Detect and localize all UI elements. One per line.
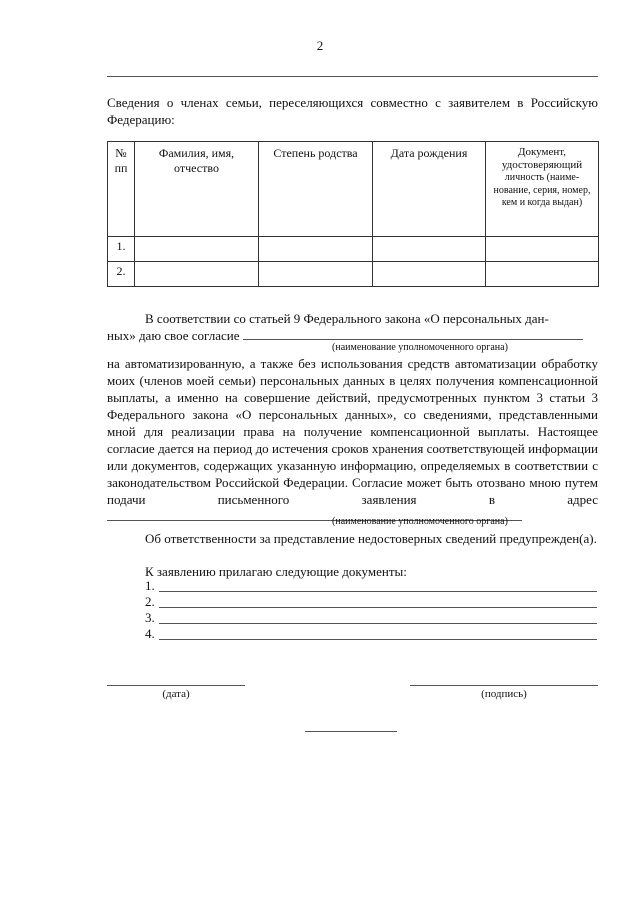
signature-caption: (подпись) xyxy=(481,688,527,700)
attachment-number: 4. xyxy=(145,626,155,641)
attachment-number: 3. xyxy=(145,610,155,625)
cell-name[interactable] xyxy=(135,262,259,287)
family-intro: Сведения о членах семьи, переселяющихся совместно с заявителем в Российскую Федерацию: xyxy=(107,95,598,127)
consent-body-text: на автоматизированную, а также без использования средств автоматизации обработку моих (членов моей семьи) персональных данных в целях получения компенсационной выплаты, а именно на совершение действий, предусмотренных пунктом 3 статьи 3 Федерального закона «О персональных данных», со сведениями, представленными мной для реализации права на получение компенсационной выплаты. Настоящее согласие дается на период до истечения сроков хранения соответствующей информации или документов, содержащих указанную информацию, определяемых в соответствии с законодательством Российской Федерации. Согласие может быть отозвано мною путем подачи письменного заявления в адрес xyxy=(107,356,598,507)
attachment-field[interactable] xyxy=(159,639,597,640)
top-rule xyxy=(107,76,598,77)
col-header-birthdate: Дата рождения xyxy=(373,142,486,237)
row-number: 2. xyxy=(108,262,135,287)
attachment-number: 1. xyxy=(145,578,155,593)
cell-relation[interactable] xyxy=(259,237,373,262)
end-rule xyxy=(305,731,397,732)
col-header-document xyxy=(486,142,599,237)
responsibility-text: Об ответственности за представление недостоверных сведений предупрежден(а). xyxy=(145,531,597,546)
col-header-document-title: Документ, удостоверяющий xyxy=(501,146,583,171)
attachment-line xyxy=(145,594,597,610)
date-field[interactable] xyxy=(107,685,245,686)
col-header-relation: Степень родства xyxy=(259,142,373,237)
attachment-line xyxy=(145,626,597,642)
consent-body xyxy=(107,355,598,525)
table-row xyxy=(108,237,599,262)
attachment-field[interactable] xyxy=(159,607,597,608)
table-header-row xyxy=(108,142,599,237)
attachment-field[interactable] xyxy=(159,623,597,624)
col-header-name: Фамилия, имя, отчество xyxy=(135,142,259,237)
signature-field[interactable] xyxy=(410,685,598,686)
attachment-line xyxy=(145,578,597,594)
consent-line-1: В соответствии со статьей 9 Федерального закона «О персональных дан- xyxy=(145,311,549,326)
row-number: 1. xyxy=(108,237,135,262)
cell-relation[interactable] xyxy=(259,262,373,287)
cell-document[interactable] xyxy=(486,237,599,262)
attachments-label: К заявлению прилагаю следующие документы: xyxy=(145,564,407,579)
cell-name[interactable] xyxy=(135,237,259,262)
col-header-number: № пп xyxy=(108,142,135,237)
family-members-table xyxy=(107,141,599,287)
cell-birthdate[interactable] xyxy=(373,237,486,262)
authority-field-1[interactable] xyxy=(243,327,583,340)
attachment-line xyxy=(145,610,597,626)
col-header-document-sub2: нование, серия, номер, кем и когда выдан) xyxy=(493,184,591,208)
authority-caption-2: (наименование уполномоченного органа) xyxy=(332,516,508,527)
cell-document[interactable] xyxy=(486,262,599,287)
date-caption: (дата) xyxy=(162,688,190,700)
page-number: 2 xyxy=(316,38,324,53)
attachment-field[interactable] xyxy=(159,591,597,592)
attachment-number: 2. xyxy=(145,594,155,609)
cell-birthdate[interactable] xyxy=(373,262,486,287)
col-header-document-sub1: личность (наиме- xyxy=(504,172,580,183)
authority-caption-1: (наименование уполномоченного органа) xyxy=(332,342,508,353)
consent-line-2-text: ных» даю свое согласие xyxy=(107,328,240,343)
table-row xyxy=(108,262,599,287)
